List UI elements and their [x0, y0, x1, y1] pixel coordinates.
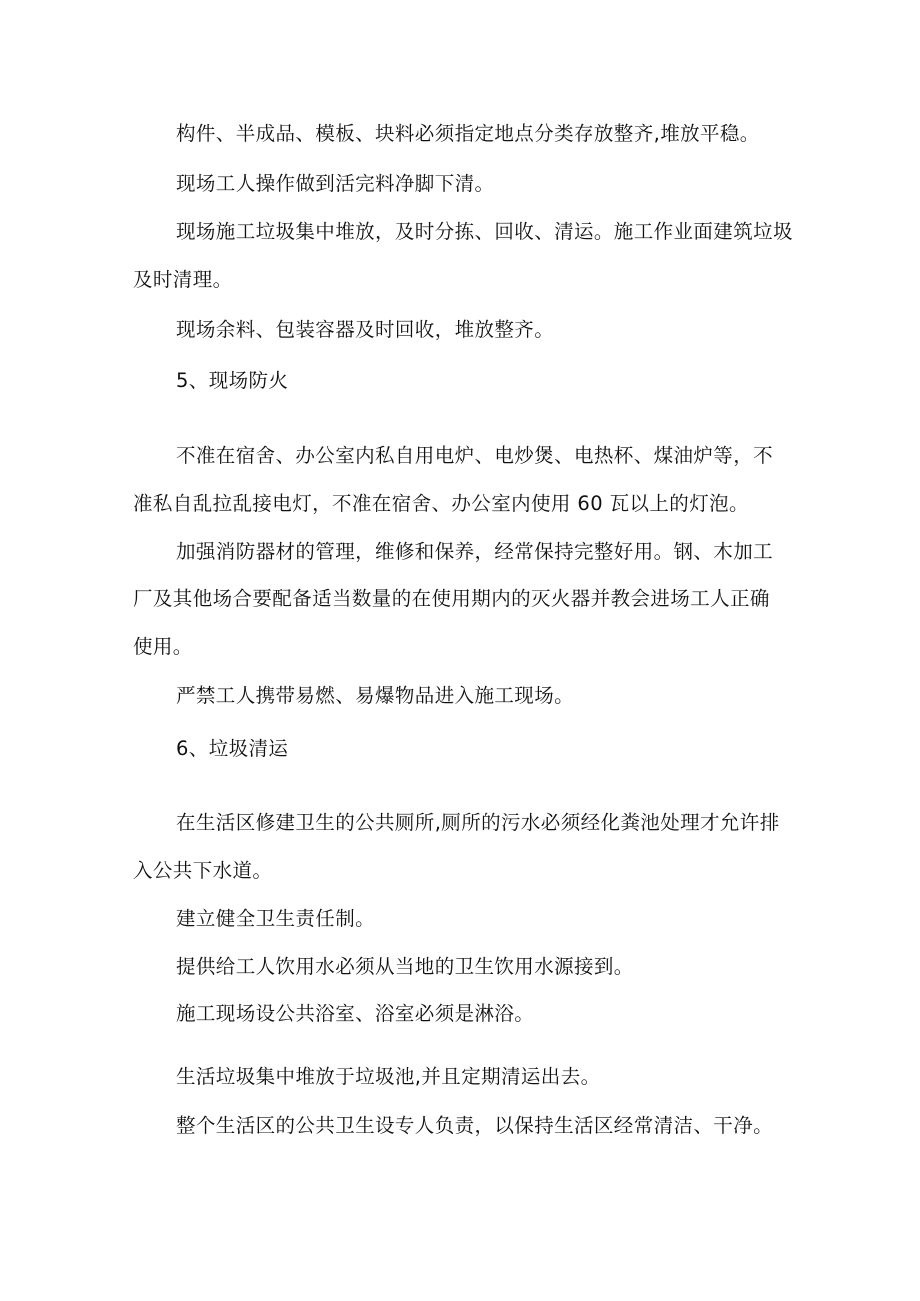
paragraph-flammables-ban: 严禁工人携带易燃、易爆物品进入施工现场。 [176, 684, 575, 707]
paragraph-materials-storage: 构件、半成品、模板、块料必须指定地点分类存放整齐,堆放平稳。 [176, 122, 760, 145]
paragraph-public-bathroom: 施工现场设公共浴室、浴室必须是淋浴。 [176, 1002, 535, 1025]
paragraph-public-hygiene-staff: 整个生活区的公共卫生设专人负责，以保持生活区经常清洁、干净。 [176, 1114, 774, 1137]
paragraph-hygiene-responsibility: 建立健全卫生责任制。 [176, 907, 376, 930]
paragraph-waste-sorting-line1: 现场施工垃圾集中堆放，及时分拣、回收、清运。施工作业面建筑垃圾 [176, 220, 793, 243]
paragraph-waste-sorting-line2: 及时清理。 [133, 268, 233, 291]
paragraph-drinking-water: 提供给工人饮用水必须从当地的卫生饮用水源接到。 [176, 955, 634, 978]
section-heading-fire-prevention: 5、现场防火 [176, 369, 289, 392]
paragraph-surplus-materials: 现场余料、包装容器及时回收，堆放整齐。 [176, 318, 555, 341]
paragraph-electrical-rules-line2: 准私自乱拉乱接电灯，不准在宿舍、办公室内使用 60 瓦以上的灯泡。 [133, 492, 749, 515]
paragraph-electrical-rules-line1: 不准在宿舍、办公室内私自用电炉、电炒煲、电热杯、煤油炉等，不 [176, 444, 774, 467]
paragraph-domestic-garbage: 生活垃圾集中堆放于垃圾池,并且定期清运出去。 [176, 1065, 601, 1088]
paragraph-fire-equipment-line2: 厂及其他场合要配备适当数量的在使用期内的灭火器并教会进场工人正确 [133, 587, 770, 610]
section-heading-garbage-removal: 6、垃圾清运 [176, 737, 289, 760]
paragraph-public-toilet-line2: 入公共下水道。 [133, 859, 273, 882]
paragraph-public-toilet-line1: 在生活区修建卫生的公共厕所,厕所的污水必须经化粪池处理才允许排 [176, 811, 780, 834]
paragraph-fire-equipment-line3: 使用。 [133, 635, 193, 658]
paragraph-fire-equipment-line1: 加强消防器材的管理，维修和保养，经常保持完整好用。钢、木加工 [176, 540, 774, 563]
paragraph-clean-workspace: 现场工人操作做到活完料净脚下清。 [176, 172, 495, 195]
